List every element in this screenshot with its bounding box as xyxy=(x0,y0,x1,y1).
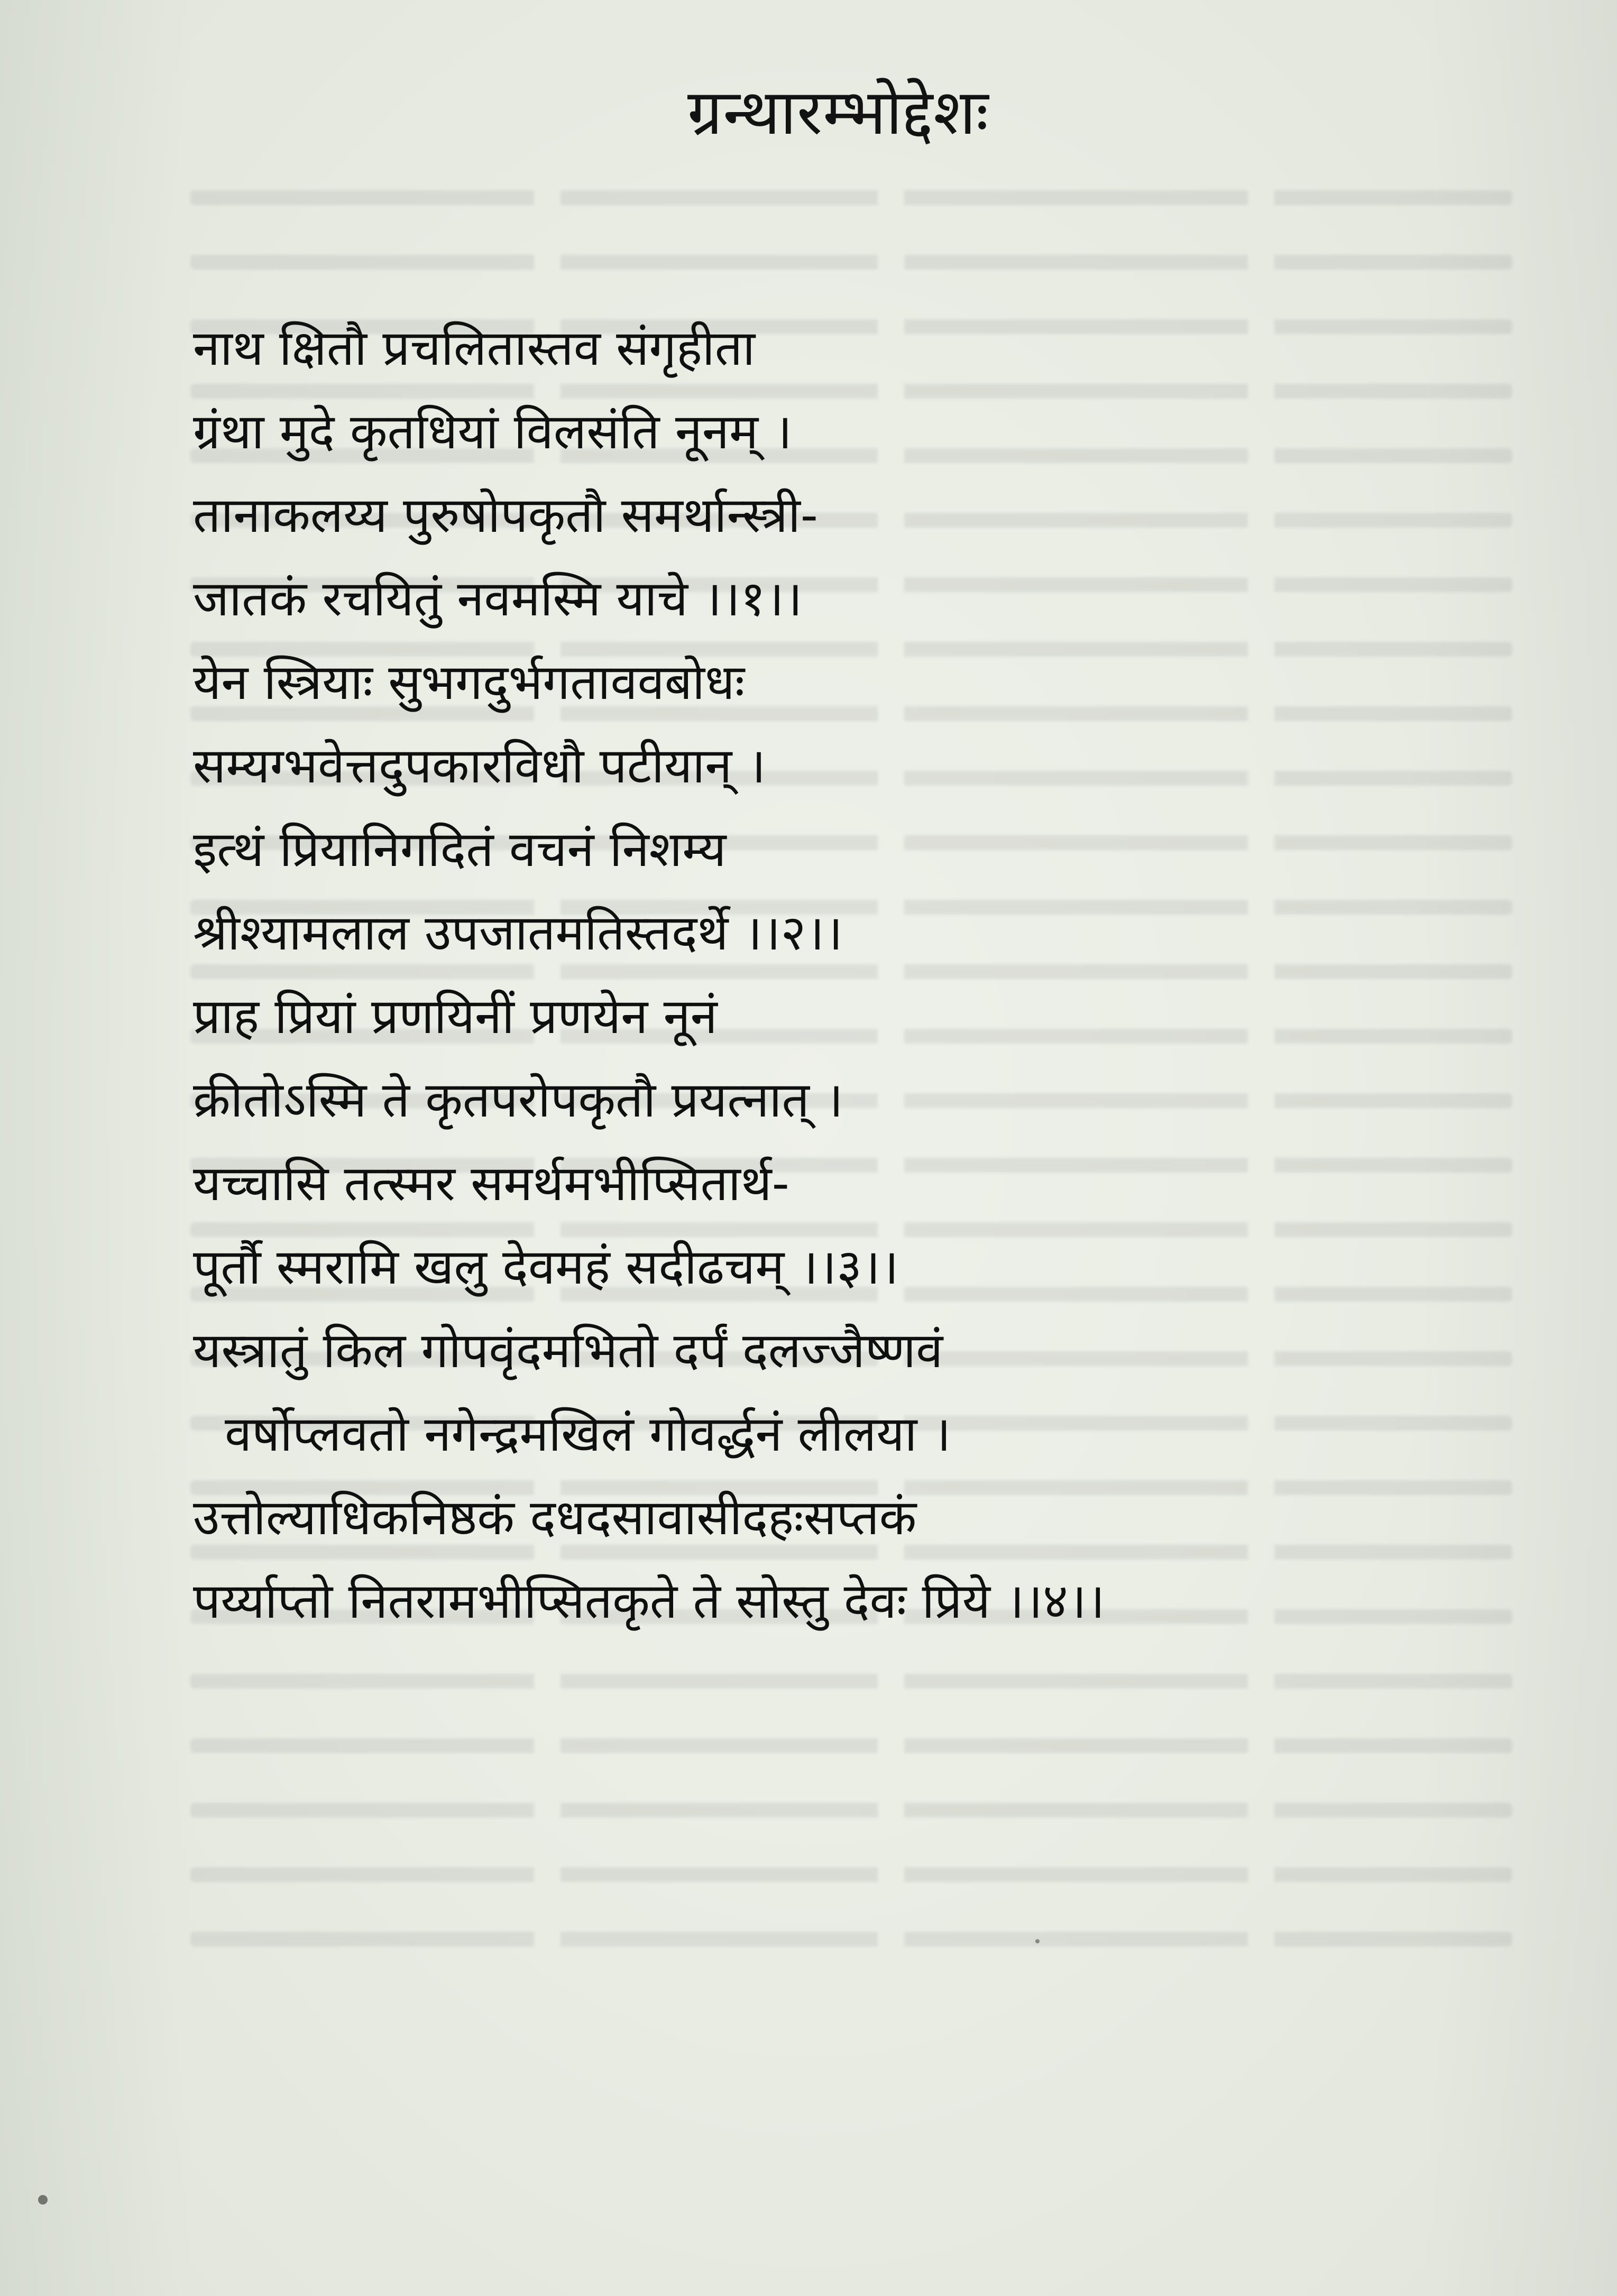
verse-line: यस्त्रातुं किल गोपवृंदमभितो दर्पं दलज्जैष्णवं xyxy=(193,1322,943,1379)
verse-line: तानाकलय्य पुरुषोपकृतौ समर्थान्स्त्री- xyxy=(193,487,818,543)
verse-line: श्रीश्यामलाल उपजातमतिस्तदर्थे ।।२।। xyxy=(193,905,843,961)
verse-block xyxy=(193,307,1436,1643)
verse-line: पर्य्याप्तो नितरामभीप्सितकृते ते सोस्तु देवः प्रिये ।।४।। xyxy=(193,1573,1105,1629)
verse-line: ग्रंथा मुदे कृतधियां विलसंति नूनम् । xyxy=(193,403,793,460)
verse-line: नाथ क्षितौ प्रचलितास्तव संगृहीता xyxy=(193,320,756,376)
verse-line: उत्तोल्याधिकनिष्ठकं दधदसावासीदहःसप्तकं xyxy=(193,1489,917,1546)
paper-speck xyxy=(38,2195,48,2205)
verse-line: प्राह प्रियां प्रणयिनीं प्रणयेन नूनं xyxy=(193,988,718,1045)
verse-line: येन स्त्रियाः सुभगदुर्भगताववबोधः xyxy=(193,654,745,711)
verse-line: सम्यग्भवेत्तदुपकारविधौ पटीयान् । xyxy=(193,737,766,794)
verse-line: जातकं रचयितुं नवमस्मि याचे ।।१।। xyxy=(193,570,803,627)
verse-line: क्रीतोऽस्मि ते कृतपरोपकृतौ प्रयत्नात् । xyxy=(193,1072,843,1128)
verse-line: वर्षोप्लवतो नगेन्द्रमखिलं गोवर्द्धनं लीलया । xyxy=(225,1406,951,1462)
verse-line: पूर्तौ स्मरामि खलु देवमहं सदीढचम् ।।३।। xyxy=(193,1239,899,1295)
page-heading: ग्रन्थारम्भोद्देशः xyxy=(687,76,989,149)
verse-line: यच्चासि तत्स्मर समर्थमभीप्सितार्थ- xyxy=(193,1155,789,1212)
paper-speck xyxy=(1035,1939,1040,1943)
verse-line: इत्थं प्रियानिगदितं वचनं निशम्य xyxy=(193,821,727,878)
